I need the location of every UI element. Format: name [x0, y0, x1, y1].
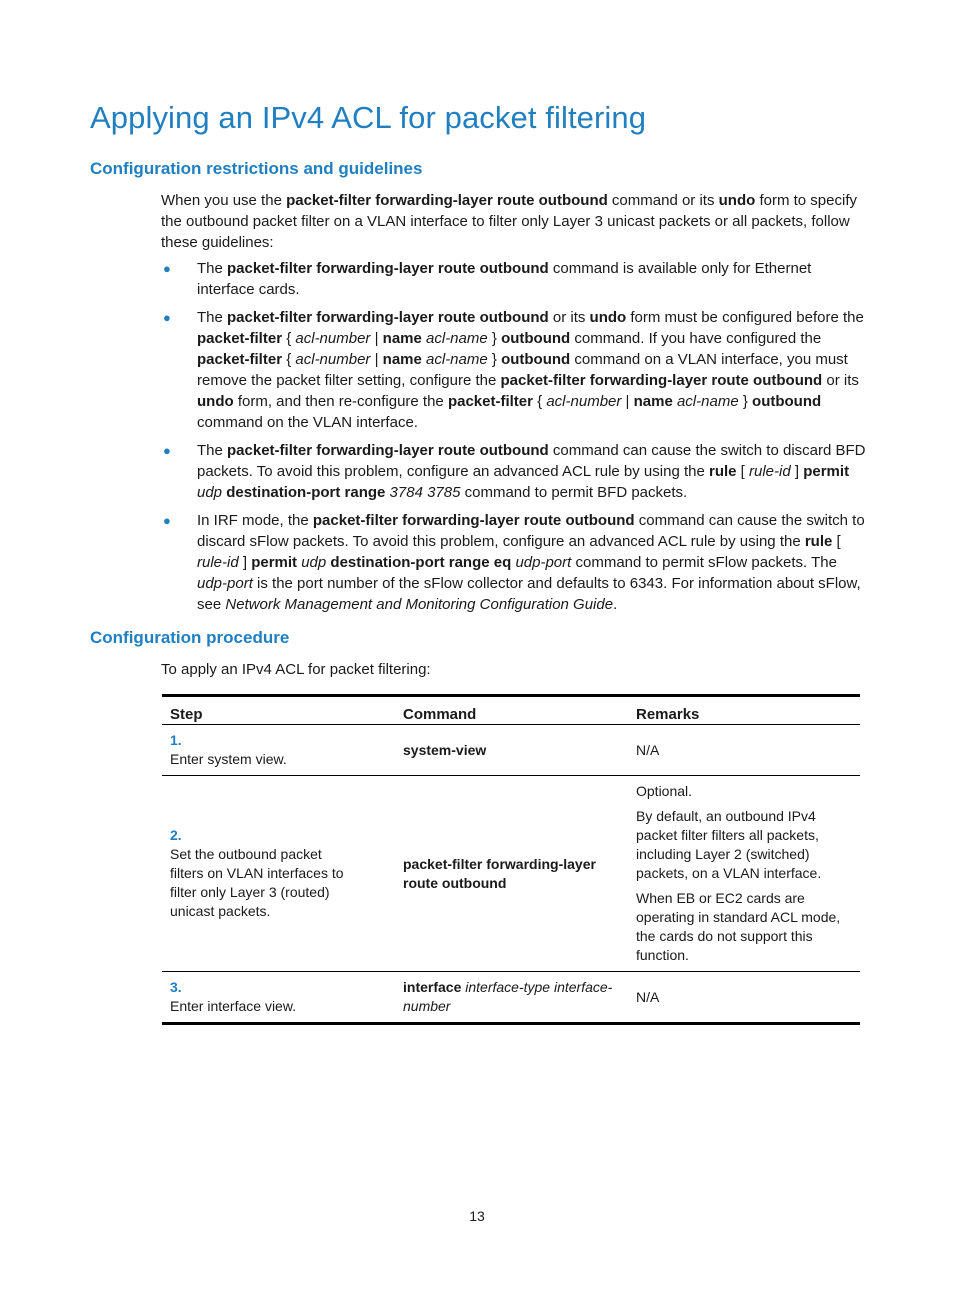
procedure-intro: To apply an IPv4 ACL for packet filtering:	[161, 661, 431, 678]
command-cell	[395, 725, 628, 776]
remark-text: By default, an outbound IPv4 packet filter filters all packets, including Layer 2 (switched) packets, on a VLAN interface.	[636, 808, 822, 881]
step-number: 3.	[170, 979, 182, 995]
list-item: ● The packet-filter forwarding-layer route outbound command is available only for Ethernet interface cards.	[163, 260, 812, 298]
column-header-remarks: Remarks	[628, 696, 860, 725]
command-text: packet-filter forwarding-layer route outbound	[403, 855, 596, 891]
list-item: ● The packet-filter forwarding-layer route outbound command can cause the switch to discard BFD packets. To avoid this problem, configure an advanced ACL rule by using the rule [ rule-id ] permit udp destination-port range 3784 3785 command to permit BFD packets.	[163, 442, 866, 501]
column-header-command: Command	[395, 696, 628, 725]
step-cell	[162, 725, 395, 776]
bullet-icon: ●	[163, 443, 171, 458]
list-item: ● The packet-filter forwarding-layer route outbound or its undo form must be configured before the packet-filter { acl-number | name acl-name } outbound command. If you have configured the packet-filter { acl-number | name acl-name } outbound command on a VLAN interface, you must remove the packet filter setting, configure the packet-filter forwarding-layer route outbound or its undo form, and then re-configure the packet-filter { acl-number | name acl-name } outbound command on the VLAN interface.	[163, 309, 864, 431]
bullet-icon: ●	[163, 310, 171, 325]
table-row	[162, 725, 860, 776]
bullet-icon: ●	[163, 513, 171, 528]
command-cell	[395, 776, 628, 972]
bullet-icon: ●	[163, 261, 171, 276]
step-description: Enter interface view.	[170, 998, 297, 1014]
command-cell	[395, 972, 628, 1024]
step-cell	[162, 972, 395, 1024]
page-number: 13	[469, 1208, 485, 1224]
table-header-row	[162, 696, 860, 725]
remark-text: Optional.	[636, 783, 693, 799]
section-heading-restrictions: Configuration restrictions and guidelines	[90, 159, 423, 178]
column-header-step: Step	[162, 696, 395, 725]
remarks-cell	[628, 972, 860, 1024]
step-number: 1.	[170, 732, 182, 748]
remark-text: N/A	[636, 741, 660, 758]
step-number: 2.	[170, 827, 182, 843]
list-item: ● In IRF mode, the packet-filter forwarding-layer route outbound command can cause the switch to discard sFlow packets. To avoid this problem, configure an advanced ACL rule by using the rule [ rule-id ] permit udp destination-port range eq udp-port command to permit sFlow packets. The udp-port is the port number of the sFlow collector and defaults to 6343. For information about sFlow, see Network Management and Monitoring Configuration Guide.	[163, 512, 865, 613]
guidelines-list	[161, 258, 867, 622]
step-cell	[162, 776, 395, 972]
procedure-table	[162, 694, 860, 1025]
step-description: Set the outbound packet filters on VLAN interfaces to filter only Layer 3 (routed) unicast packets.	[170, 846, 344, 919]
section-heading-procedure: Configuration procedure	[90, 628, 290, 647]
command-text: system-view	[403, 741, 487, 758]
command-text: interface	[403, 979, 462, 995]
remarks-cell	[628, 776, 860, 972]
intro-paragraph: When you use the packet-filter forwarding-layer route outbound command or its undo form to specify the outbound packet filter on a VLAN interface to filter only Layer 3 unicast packets or all packets, follow these guidelines:	[161, 192, 857, 251]
remark-text: N/A	[636, 988, 660, 1005]
command-argument: interface-type interface-number	[403, 979, 613, 1014]
remark-text: When EB or EC2 cards are operating in standard ACL mode, the cards do not support this function.	[636, 890, 841, 963]
remarks-cell	[628, 725, 860, 776]
table-row	[162, 972, 860, 1024]
step-description: Enter system view.	[170, 751, 287, 767]
table-row	[162, 776, 860, 972]
page-title: Applying an IPv4 ACL for packet filtering	[90, 100, 647, 135]
